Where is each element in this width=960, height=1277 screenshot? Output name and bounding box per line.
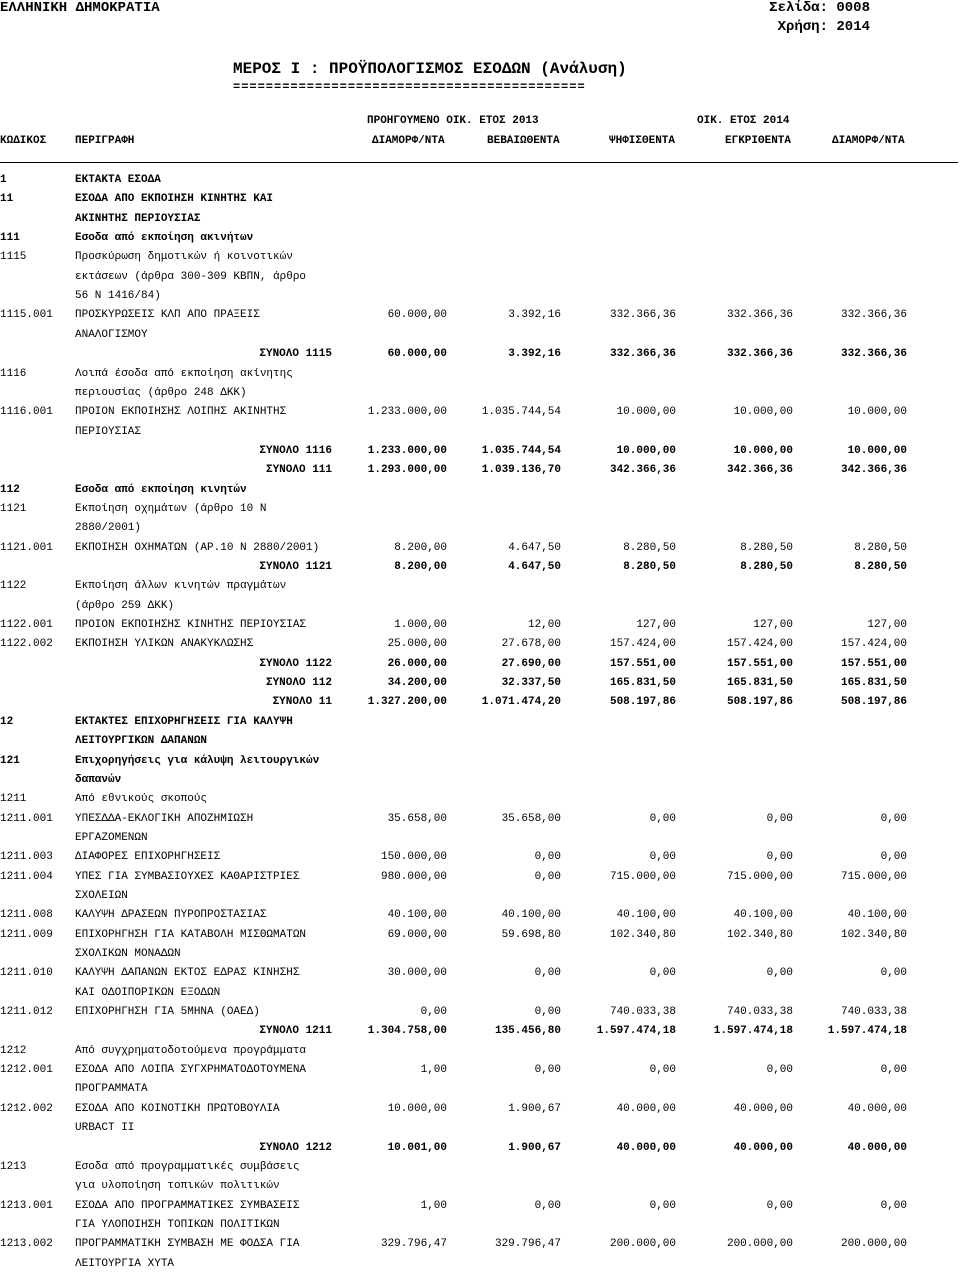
row-description: ΕΠΙΧΟΡΗΓΗΣΗ ΓΙΑ ΚΑΤΑΒΟΛΗ ΜΙΣΘΩΜΑΤΩΝ: [75, 928, 307, 941]
row-code: 12: [0, 715, 14, 728]
amount-certified: 3.392,16: [508, 309, 561, 322]
table-row: [0, 638, 960, 657]
row-description: 2880/2001): [75, 522, 142, 535]
row-description: ΕΚΠΟΙΗΣΗ ΥΛΙΚΩΝ ΑΝΑΚΥΚΛΩΣΗΣ: [75, 638, 254, 651]
amount-cur-amended: 0,00: [880, 967, 907, 980]
amount-voted: 127,00: [636, 619, 676, 632]
amount-cur-amended: 40.000,00: [847, 1141, 907, 1154]
amount-certified: 0,00: [534, 870, 561, 883]
document-title: ΜΕΡΟΣ Ι : ΠΡΟΫΠΟΛΟΓΙΣΜΟΣ ΕΣΟΔΩΝ (Ανάλυση): [233, 60, 627, 78]
row-description: ΕΣΟΔΑ ΑΠΟ ΠΡΟΓΡΑΜΜΑΤΙΚΕΣ ΣΥΜΒΑΣΕΙΣ: [75, 1199, 300, 1212]
amount-cur-amended: 508.197,86: [840, 696, 907, 709]
amount-approved: 0,00: [766, 1199, 793, 1212]
amount-cur-amended: 157.424,00: [840, 638, 907, 651]
amount-voted: 40.000,00: [616, 1141, 676, 1154]
row-description: Εσοδα από εκποίηση κινητών: [75, 483, 247, 496]
amount-prev-amended: 25.000,00: [387, 638, 447, 651]
page-number: Σελίδα: 0008: [769, 0, 870, 16]
amount-approved: 0,00: [766, 967, 793, 980]
amount-prev-amended: 1,00: [420, 1064, 447, 1077]
amount-certified: 135.456,80: [494, 1025, 561, 1038]
table-row: [0, 503, 960, 522]
fiscal-year: Χρήση: 2014: [777, 19, 870, 35]
amount-certified: 329.796,47: [494, 1238, 561, 1251]
total-row: [0, 445, 960, 464]
amount-approved: 102.340,80: [726, 928, 793, 941]
amount-cur-amended: 200.000,00: [840, 1238, 907, 1251]
row-description: ΠΡΟΓΡΑΜΜΑΤΙΚΗ ΣΥΜΒΑΣΗ ΜΕ ΦΟΔΣΑ ΓΙΑ: [75, 1238, 300, 1251]
amount-certified: 35.658,00: [501, 812, 561, 825]
amount-prev-amended: 60.000,00: [387, 309, 447, 322]
row-code: 1211.001: [0, 812, 53, 825]
amount-prev-amended: 1.327.200,00: [367, 696, 447, 709]
total-row: [0, 696, 960, 715]
row-code: 1213: [0, 1160, 27, 1173]
table-row: [0, 251, 960, 270]
row-code: 121: [0, 754, 20, 767]
row-description: Επιχορηγήσεις για κάλυψη λειτουργικών: [75, 754, 320, 767]
amount-approved: 40.000,00: [733, 1102, 793, 1115]
amount-prev-amended: 1.000,00: [394, 619, 447, 632]
amount-voted: 10.000,00: [616, 444, 676, 457]
amount-certified: 0,00: [534, 1064, 561, 1077]
amount-voted: 157.424,00: [609, 638, 676, 651]
amount-prev-amended: 40.100,00: [387, 909, 447, 922]
header-rule: [0, 162, 958, 163]
table-row: [0, 871, 960, 890]
row-code: 1212.002: [0, 1102, 53, 1115]
table-row: [0, 174, 960, 193]
amount-approved: 342.366,36: [726, 464, 793, 477]
table-row: [0, 1006, 960, 1025]
amount-cur-amended: 740.033,38: [840, 1006, 907, 1019]
row-description: δαπανών: [75, 773, 122, 786]
row-description: ΠΡΟΙΟΝ ΕΚΠΟΙΗΣΗΣ ΛΟΙΠΗΣ ΑΚΙΝΗΤΗΣ: [75, 406, 287, 419]
total-row: [0, 1142, 960, 1161]
row-description: ΥΠΕΣ ΓΙΑ ΣΥΜΒΑΣΙΟΥΧΕΣ ΚΑΘΑΡΙΣΤΡΙΕΣ: [75, 870, 300, 883]
amount-approved: 8.280,50: [740, 561, 793, 573]
amount-certified: 0,00: [534, 967, 561, 980]
amount-certified: 0,00: [534, 851, 561, 864]
col-cur-amended-header: ΔΙΑΜΟΡΦ/ΝΤΑ: [832, 135, 905, 147]
amount-certified: 4.647,50: [508, 541, 561, 554]
amount-prev-amended: 1.304.758,00: [367, 1025, 447, 1038]
table-row: [0, 929, 960, 948]
row-description: ΓΙΑ ΥΛΟΠΟΙΗΣΗ ΤΟΠΙΚΩΝ ΠΟΛΙΤΙΚΩΝ: [75, 1218, 280, 1231]
amount-voted: 8.280,50: [623, 561, 676, 573]
amount-cur-amended: 157.551,00: [840, 657, 907, 670]
amount-certified: 4.647,50: [508, 561, 561, 573]
total-row: [0, 677, 960, 696]
total-label: ΣΥΝΟΛΟ 1212: [259, 1141, 332, 1154]
table-row: [0, 716, 960, 735]
row-description: ΣΧΟΛΙΚΩΝ ΜΟΝΑΔΩΝ: [75, 948, 181, 960]
row-code: 1211.012: [0, 1006, 53, 1019]
amount-certified: 40.100,00: [501, 909, 561, 922]
table-row: [0, 735, 960, 754]
table-row: [0, 1103, 960, 1122]
amount-cur-amended: 332.366,36: [840, 348, 907, 361]
amount-cur-amended: 8.280,50: [854, 561, 907, 573]
table-row: [0, 213, 960, 232]
row-description: Από εθνικούς σκοπούς: [75, 793, 208, 806]
row-description: Από συγχρηματοδοτούμενα προγράμματα: [75, 1044, 307, 1057]
row-code: 111: [0, 232, 20, 245]
row-description: 56 Ν 1416/84): [75, 290, 161, 303]
row-description: Προσκύρωση δημοτικών ή κοινοτικών: [75, 251, 293, 264]
amount-cur-amended: 102.340,80: [840, 928, 907, 941]
row-code: 1211.003: [0, 851, 53, 864]
amount-voted: 0,00: [649, 1199, 676, 1212]
amount-certified: 3.392,16: [508, 348, 561, 361]
row-code: 1116.001: [0, 406, 53, 419]
amount-approved: 40.000,00: [733, 1141, 793, 1154]
table-row: [0, 193, 960, 212]
amount-cur-amended: 1.597.474,18: [827, 1025, 907, 1038]
total-label: ΣΥΝΟΛΟ 1121: [259, 561, 332, 573]
amount-cur-amended: 332.366,36: [840, 309, 907, 322]
amount-voted: 157.551,00: [609, 657, 676, 670]
total-label: ΣΥΝΟΛΟ 112: [265, 677, 332, 690]
table-row: [0, 948, 960, 967]
total-label: ΣΥΝΟΛΟ 11: [272, 696, 332, 709]
table-row: [0, 290, 960, 309]
table-row: [0, 580, 960, 599]
row-description: ΣΧΟΛΕΙΩΝ: [75, 889, 128, 902]
row-code: 1213.002: [0, 1238, 53, 1251]
amount-prev-amended: 69.000,00: [387, 928, 447, 941]
row-description: ΠΡΟΓΡΑΜΜΑΤΑ: [75, 1083, 148, 1096]
row-description: Εκποίηση οχημάτων (άρθρο 10 Ν: [75, 502, 267, 515]
row-description: ΛΕΙΤΟΥΡΓΙΑ ΧΥΤΑ: [75, 1257, 175, 1270]
amount-certified: 1.035.744,54: [481, 444, 561, 457]
total-label: ΣΥΝΟΛΟ 1116: [259, 444, 332, 457]
amount-approved: 715.000,00: [726, 870, 793, 883]
row-code: 1121: [0, 502, 27, 515]
amount-prev-amended: 1,00: [420, 1199, 447, 1212]
col-voted-header: ΨΗΦΙΣΘΕΝΤΑ: [609, 135, 676, 147]
amount-approved: 0,00: [766, 851, 793, 864]
row-code: 1115: [0, 251, 27, 264]
amount-cur-amended: 165.831,50: [840, 677, 907, 690]
row-description: (άρθρο 259 ΔΚΚ): [75, 599, 175, 612]
amount-voted: 0,00: [649, 851, 676, 864]
row-code: 1213.001: [0, 1199, 53, 1212]
total-row: [0, 464, 960, 483]
amount-certified: 1.071.474,20: [481, 696, 561, 709]
row-code: 1122.001: [0, 619, 53, 632]
col-code-header: ΚΩΔΙΚΟΣ: [0, 135, 47, 147]
amount-approved: 508.197,86: [726, 696, 793, 709]
amount-voted: 102.340,80: [609, 928, 676, 941]
amount-prev-amended: 34.200,00: [387, 677, 447, 690]
amount-voted: 200.000,00: [609, 1238, 676, 1251]
row-description: ΕΚΤΑΚΤΕΣ ΕΠΙΧΟΡΗΓΗΣΕΙΣ ΓΙΑ ΚΑΛΥΨΗ: [75, 715, 293, 728]
table-row: [0, 271, 960, 290]
amount-voted: 0,00: [649, 1064, 676, 1077]
row-code: 1122: [0, 580, 27, 593]
amount-approved: 1.597.474,18: [713, 1025, 793, 1038]
amount-cur-amended: 10.000,00: [847, 406, 907, 419]
amount-prev-amended: 980.000,00: [380, 870, 447, 883]
row-description: ΛΕΙΤΟΥΡΓΙΚΩΝ ΔΑΠΑΝΩΝ: [75, 735, 208, 748]
table-row: [0, 542, 960, 561]
row-code: 1211: [0, 793, 27, 806]
col-prev-amended-header: ΔΙΑΜΟΡΦ/ΝΤΑ: [372, 135, 445, 147]
row-code: 1211.004: [0, 870, 53, 883]
table-row: [0, 774, 960, 793]
row-description: εκτάσεων (άρθρα 300-309 ΚΒΠΝ, άρθρο: [75, 270, 307, 283]
row-description: URBACT II: [75, 1122, 135, 1135]
table-row: [0, 387, 960, 406]
total-row: [0, 348, 960, 367]
table-row: [0, 426, 960, 445]
col-desc-header: ΠΕΡΙΓΡΑΦΗ: [75, 135, 135, 147]
total-label: ΣΥΝΟΛΟ 1211: [259, 1025, 332, 1038]
table-row: [0, 1200, 960, 1219]
row-description: ΕΣΟΔΑ ΑΠΟ ΚΟΙΝΟΤΙΚΗ ΠΡΩΤΟΒΟΥΛΙΑ: [75, 1102, 280, 1115]
row-description: ΚΑΛΥΨΗ ΔΡΑΣΕΩΝ ΠΥΡΟΠΡΟΣΤΑΣΙΑΣ: [75, 909, 267, 922]
row-description: ΑΚΙΝΗΤΗΣ ΠΕΡΙΟΥΣΙΑΣ: [75, 212, 201, 225]
total-row: [0, 561, 960, 580]
row-code: 1: [0, 174, 7, 186]
row-code: 1211.009: [0, 928, 53, 941]
amount-certified: 32.337,50: [501, 677, 561, 690]
amount-voted: 40.100,00: [616, 909, 676, 922]
table-row: [0, 1064, 960, 1083]
amount-certified: 0,00: [534, 1199, 561, 1212]
row-description: Εσοδα από εκποίηση ακινήτων: [75, 232, 254, 245]
table-row: [0, 1122, 960, 1141]
row-code: 1211.010: [0, 967, 53, 980]
amount-approved: 157.424,00: [726, 638, 793, 651]
amount-voted: 740.033,38: [609, 1006, 676, 1019]
row-description: ΕΠΙΧΟΡΗΓΗΣΗ ΓΙΑ 5ΜΗΝΑ (ΟΑΕΔ): [75, 1006, 260, 1019]
row-code: 1121.001: [0, 541, 53, 554]
amount-certified: 1.035.744,54: [481, 406, 561, 419]
amount-certified: 1.900,67: [508, 1102, 561, 1115]
total-row: [0, 658, 960, 677]
row-description: ΔΙΑΦΟΡΕΣ ΕΠΙΧΟΡΗΓΗΣΕΙΣ: [75, 851, 221, 864]
cur-year-header: ΟΙΚ. ΕΤΟΣ 2014: [697, 115, 790, 127]
amount-prev-amended: 10.001,00: [387, 1141, 447, 1154]
row-code: 11: [0, 193, 14, 206]
row-code: 1116: [0, 367, 27, 380]
amount-approved: 740.033,38: [726, 1006, 793, 1019]
amount-voted: 332.366,36: [609, 309, 676, 322]
row-code: 1212.001: [0, 1064, 53, 1077]
table-row: [0, 1161, 960, 1180]
total-label: ΣΥΝΟΛΟ 1115: [259, 348, 332, 361]
amount-voted: 715.000,00: [609, 870, 676, 883]
amount-prev-amended: 1.233.000,00: [367, 406, 447, 419]
amount-prev-amended: 10.000,00: [387, 1102, 447, 1115]
table-row: [0, 522, 960, 541]
total-label: ΣΥΝΟΛΟ 111: [265, 464, 332, 477]
total-label: ΣΥΝΟΛΟ 1122: [259, 657, 332, 670]
table-row: [0, 967, 960, 986]
row-description: ΥΠΕΣΔΔΑ-ΕΚΛΟΓΙΚΗ ΑΠΟΖΗΜΙΩΣΗ: [75, 812, 254, 825]
table-row: [0, 368, 960, 387]
amount-voted: 8.280,50: [623, 541, 676, 554]
row-code: 1122.002: [0, 638, 53, 651]
table-row: [0, 619, 960, 638]
row-description: ΑΝΑΛΟΓΙΣΜΟΥ: [75, 328, 148, 341]
row-description: ΠΡΟΙΟΝ ΕΚΠΟΙΗΣΗΣ ΚΙΝΗΤΗΣ ΠΕΡΙΟΥΣΙΑΣ: [75, 619, 307, 632]
row-description: περιουσίας (άρθρο 248 ΔΚΚ): [75, 386, 247, 399]
amount-cur-amended: 0,00: [880, 851, 907, 864]
amount-prev-amended: 150.000,00: [380, 851, 447, 864]
amount-prev-amended: 0,00: [420, 1006, 447, 1019]
row-description: ΕΡΓΑΖΟΜΕΝΩΝ: [75, 831, 148, 844]
amount-voted: 40.000,00: [616, 1102, 676, 1115]
amount-approved: 157.551,00: [726, 657, 793, 670]
col-certified-header: ΒΕΒΑΙΩΘΕΝΤΑ: [487, 135, 560, 147]
amount-cur-amended: 8.280,50: [854, 541, 907, 554]
amount-approved: 10.000,00: [733, 444, 793, 457]
amount-prev-amended: 35.658,00: [387, 812, 447, 825]
amount-cur-amended: 10.000,00: [847, 444, 907, 457]
amount-cur-amended: 0,00: [880, 1199, 907, 1212]
amount-cur-amended: 40.100,00: [847, 909, 907, 922]
table-row: [0, 909, 960, 928]
table-row: [0, 329, 960, 348]
row-description: ΕΚΠΟΙΗΣΗ ΟΧΗΜΑΤΩΝ (ΑΡ.10 Ν 2880/2001): [75, 541, 320, 554]
amount-voted: 1.597.474,18: [596, 1025, 676, 1038]
table-row: [0, 600, 960, 619]
country-name: ΕΛΛΗΝΙΚΗ ΔΗΜΟΚΡΑΤΙΑ: [0, 0, 160, 16]
table-row: [0, 813, 960, 832]
amount-approved: 0,00: [766, 1064, 793, 1077]
amount-approved: 165.831,50: [726, 677, 793, 690]
row-description: Εσοδα από προγραμματικές συμβάσεις: [75, 1160, 300, 1173]
amount-approved: 332.366,36: [726, 348, 793, 361]
table-row: [0, 406, 960, 425]
amount-voted: 508.197,86: [609, 696, 676, 709]
table-row: [0, 987, 960, 1006]
row-description: για υλοποίηση τοπικών πολιτικών: [75, 1180, 280, 1193]
amount-prev-amended: 30.000,00: [387, 967, 447, 980]
row-code: 1115.001: [0, 309, 53, 322]
amount-certified: 59.698,80: [501, 928, 561, 941]
amount-prev-amended: 329.796,47: [380, 1238, 447, 1251]
table-row: [0, 832, 960, 851]
table-row: [0, 890, 960, 909]
amount-approved: 332.366,36: [726, 309, 793, 322]
title-underline: ===========================================: [233, 80, 586, 94]
table-row: [0, 1083, 960, 1102]
amount-cur-amended: 715.000,00: [840, 870, 907, 883]
prev-year-header: ΠΡΟΗΓΟΥΜΕΝΟ ΟΙΚ. ΕΤΟΣ 2013: [367, 115, 539, 127]
row-description: ΠΡΟΣΚΥΡΩΣΕΙΣ ΚΛΠ ΑΠΟ ΠΡΑΞΕΙΣ: [75, 309, 260, 322]
amount-voted: 332.366,36: [609, 348, 676, 361]
amount-voted: 165.831,50: [609, 677, 676, 690]
row-code: 1212: [0, 1044, 27, 1057]
amount-cur-amended: 342.366,36: [840, 464, 907, 477]
amount-voted: 0,00: [649, 812, 676, 825]
amount-prev-amended: 8.200,00: [394, 541, 447, 554]
amount-voted: 342.366,36: [609, 464, 676, 477]
table-row: [0, 1045, 960, 1064]
row-code: 1211.008: [0, 909, 53, 922]
table-row: [0, 851, 960, 870]
col-approved-header: ΕΓΚΡΙΘΕΝΤΑ: [725, 135, 792, 147]
amount-approved: 10.000,00: [733, 406, 793, 419]
amount-prev-amended: 1.233.000,00: [367, 444, 447, 457]
row-description: ΕΚΤΑΚΤΑ ΕΣΟΔΑ: [75, 174, 161, 186]
amount-approved: 8.280,50: [740, 541, 793, 554]
amount-approved: 0,00: [766, 812, 793, 825]
table-row: [0, 484, 960, 503]
table-row: [0, 755, 960, 774]
amount-prev-amended: 26.000,00: [387, 657, 447, 670]
total-row: [0, 1025, 960, 1044]
amount-cur-amended: 40.000,00: [847, 1102, 907, 1115]
amount-voted: 10.000,00: [616, 406, 676, 419]
row-description: Εκποίηση άλλων κινητών πραγμάτων: [75, 580, 287, 593]
amount-certified: 0,00: [534, 1006, 561, 1019]
amount-prev-amended: 60.000,00: [387, 348, 447, 361]
amount-approved: 127,00: [753, 619, 793, 632]
row-description: ΕΣΟΔΑ ΑΠΟ ΕΚΠΟΙΗΣΗ ΚΙΝΗΤΗΣ ΚΑΙ: [75, 193, 274, 206]
row-description: ΕΣΟΔΑ ΑΠΟ ΛΟΙΠΑ ΣΥΓΧΡΗΜΑΤΟΔΟΤΟΥΜΕΝΑ: [75, 1064, 307, 1077]
amount-cur-amended: 0,00: [880, 1064, 907, 1077]
amount-prev-amended: 8.200,00: [394, 561, 447, 573]
table-row: [0, 793, 960, 812]
table-row: [0, 1238, 960, 1257]
table-row: [0, 1180, 960, 1199]
amount-cur-amended: 127,00: [867, 619, 907, 632]
amount-voted: 0,00: [649, 967, 676, 980]
row-description: ΚΑΙ ΟΔΟΙΠΟΡΙΚΩΝ ΕΞΟΔΩΝ: [75, 986, 221, 999]
amount-cur-amended: 0,00: [880, 812, 907, 825]
row-description: ΠΕΡΙΟΥΣΙΑΣ: [75, 425, 142, 438]
amount-approved: 200.000,00: [726, 1238, 793, 1251]
table-row: [0, 309, 960, 328]
amount-certified: 1.900,67: [508, 1141, 561, 1154]
amount-certified: 1.039.136,70: [481, 464, 561, 477]
amount-certified: 12,00: [527, 619, 561, 632]
row-code: 112: [0, 483, 20, 496]
amount-prev-amended: 1.293.000,00: [367, 464, 447, 477]
row-description: ΚΑΛΥΨΗ ΔΑΠΑΝΩΝ ΕΚΤΟΣ ΕΔΡΑΣ ΚΙΝΗΣΗΣ: [75, 967, 300, 980]
table-row: [0, 1219, 960, 1238]
table-row: [0, 232, 960, 251]
amount-approved: 40.100,00: [733, 909, 793, 922]
amount-certified: 27.678,00: [501, 638, 561, 651]
row-description: Λοιπά έσοδα από εκποίηση ακίνητης: [75, 367, 293, 380]
table-row: [0, 1258, 960, 1277]
amount-certified: 27.690,00: [501, 657, 561, 670]
